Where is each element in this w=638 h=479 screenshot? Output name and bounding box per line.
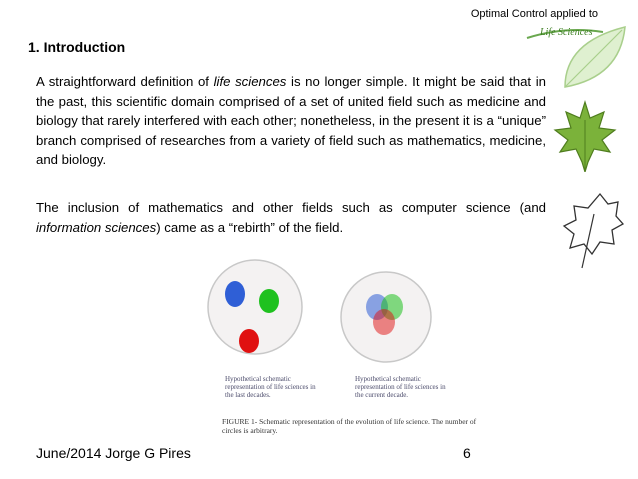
left-blue-circle [225,281,245,307]
para1-emphasis: life sciences [213,74,287,89]
para2-text-b: ) came as a “rebirth” of the field. [156,219,344,235]
page-number: 6 [463,445,471,461]
left-red-circle [239,329,259,353]
left-figure-caption: Hypothetical schematic representation of life sciences in the last decades. [225,375,316,399]
intro-paragraph [36,72,546,170]
outline-leaf-icon [560,190,625,270]
evolution-figure [200,257,490,447]
life-sciences-logo-text: Life Sciences [540,27,593,38]
right-red-circle [373,309,395,335]
para2-emphasis: information sciences [36,219,157,235]
figure-caption: FIGURE 1- Schematic representation of the evolution of life science. The number of circles is arbitrary. [222,417,477,435]
para2-text-a: The inclusion of mathematics and other fields such as computer science (and [36,200,546,215]
header-title: Optimal Control applied to [470,8,598,20]
figure-diagram [200,257,490,377]
second-paragraph [36,198,546,237]
light-green-leaf-icon [560,22,630,92]
left-green-circle [259,289,279,313]
para1-text-b: is no longer simple. It might be said that in the past, this scientific domain comprised of a set of united field such as medicine and biology that rarely interfered with each other; nonetheless, in the present it is a “unique” branch comprised of researches from a variety of field such as mathematics, medicine, and biology. [36,74,546,167]
slide-title: 1. Introduction [28,39,126,55]
maple-leaf-icon [552,100,618,172]
footer-date-author: June/2014 Jorge G Pires [36,445,191,461]
para1-text-a: A straightforward definition of [36,74,214,89]
right-figure-caption: Hypothetical schematic representation of life sciences in the current decade. [355,375,446,399]
